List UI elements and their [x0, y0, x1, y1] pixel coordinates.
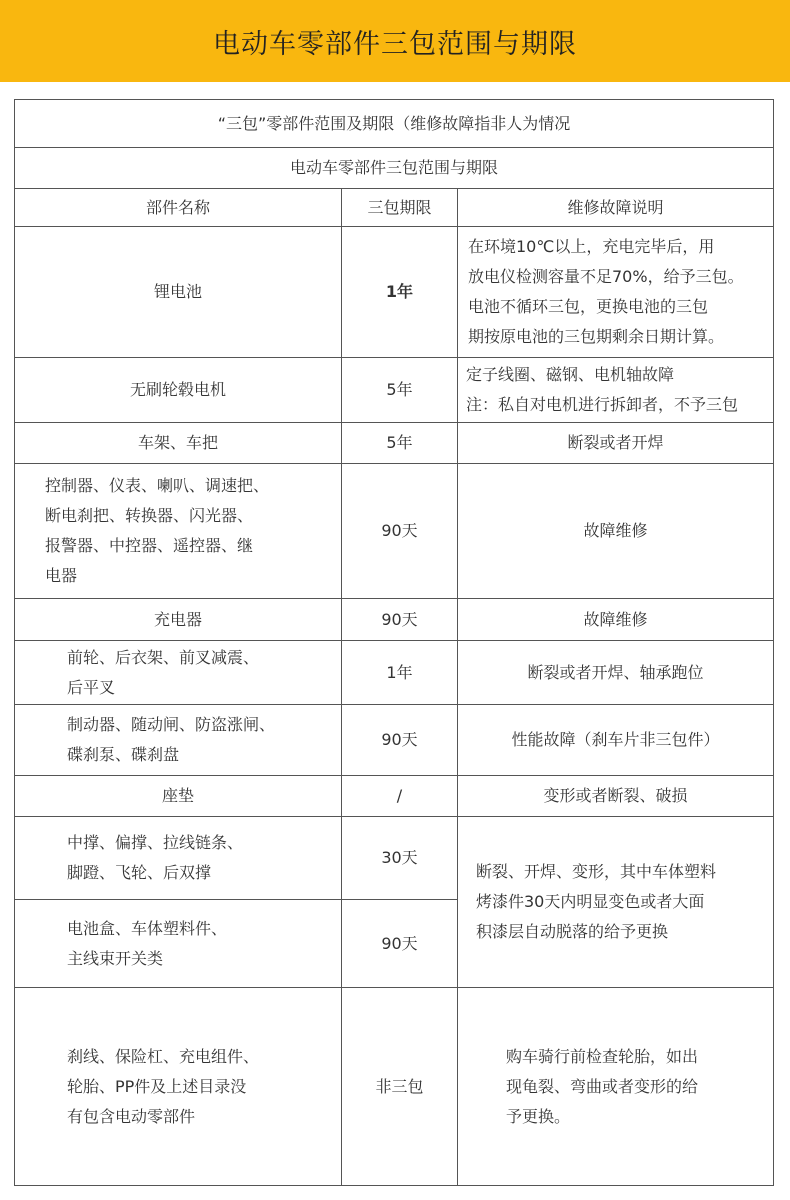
part-name: 中撑、偏撑、拉线链条、 脚蹬、飞轮、后双撑	[15, 817, 342, 900]
fault-description: 故障维修	[458, 464, 774, 599]
part-name: 车架、车把	[15, 423, 342, 464]
fault-description: 故障维修	[458, 599, 774, 641]
table-caption: “三包”零部件范围及期限（维修故障指非人为情况	[15, 100, 774, 148]
warranty-period: /	[342, 776, 458, 817]
table-row	[15, 705, 774, 776]
table-row	[15, 641, 774, 705]
part-name: 锂电池	[15, 227, 342, 358]
fault-description: 性能故障（刹车片非三包件）	[458, 705, 774, 776]
warranty-period: 5年	[342, 423, 458, 464]
table-row	[15, 358, 774, 423]
table-row	[15, 464, 774, 599]
warranty-period: 5年	[342, 358, 458, 423]
fault-description: 在环境10℃以上，充电完毕后，用 放电仪检测容量不足70%，给予三包。 电池不循环三包，更换电池的三包 期按原电池的三包期剩余日期计算。	[458, 227, 774, 358]
warranty-period: 90天	[342, 705, 458, 776]
warranty-period: 90天	[342, 900, 458, 988]
table-row	[15, 599, 774, 641]
table-row	[15, 227, 774, 358]
part-name: 制动器、随动闸、防盗涨闸、 碟刹泵、碟刹盘	[15, 705, 342, 776]
table-subtitle: 电动车零部件三包范围与期限	[15, 148, 774, 189]
part-name: 电池盒、车体塑料件、 主线束开关类	[15, 900, 342, 988]
part-name: 控制器、仪表、喇叭、调速把、 断电刹把、转换器、闪光器、 报警器、中控器、遥控器、继 电器	[15, 464, 342, 599]
header-part-name: 部件名称	[15, 189, 342, 227]
fault-description: 购车骑行前检查轮胎，如出 现龟裂、弯曲或者变形的给 予更换。	[458, 988, 774, 1186]
part-name: 充电器	[15, 599, 342, 641]
warranty-period: 90天	[342, 599, 458, 641]
header-description: 维修故障说明	[458, 189, 774, 227]
header-period: 三包期限	[342, 189, 458, 227]
warranty-period: 非三包	[342, 988, 458, 1186]
table-row	[15, 817, 774, 900]
fault-description: 变形或者断裂、破损	[458, 776, 774, 817]
fault-description: 断裂、开焊、变形，其中车体塑料 烤漆件30天内明显变色或者大面 积漆层自动脱落的给予更换	[458, 817, 774, 988]
fault-description: 断裂或者开焊、轴承跑位	[458, 641, 774, 705]
warranty-period: 90天	[342, 464, 458, 599]
warranty-period: 1年	[342, 641, 458, 705]
warranty-table	[14, 99, 774, 1186]
header-row	[15, 189, 774, 227]
title-banner	[0, 0, 790, 82]
part-name: 座垫	[15, 776, 342, 817]
fault-description: 定子线圈、磁钢、电机轴故障 注：私自对电机进行拆卸者，不予三包	[458, 358, 774, 423]
page-title: 电动车零部件三包范围与期限	[213, 28, 577, 60]
warranty-period: 30天	[342, 817, 458, 900]
warranty-period: 1年	[342, 227, 458, 358]
part-name: 刹线、保险杠、充电组件、 轮胎、PP件及上述目录没 有包含电动零部件	[15, 988, 342, 1186]
fault-description: 断裂或者开焊	[458, 423, 774, 464]
table-row	[15, 776, 774, 817]
part-name: 前轮、后衣架、前叉减震、 后平叉	[15, 641, 342, 705]
table-row	[15, 423, 774, 464]
table-row	[15, 988, 774, 1186]
part-name: 无刷轮毂电机	[15, 358, 342, 423]
